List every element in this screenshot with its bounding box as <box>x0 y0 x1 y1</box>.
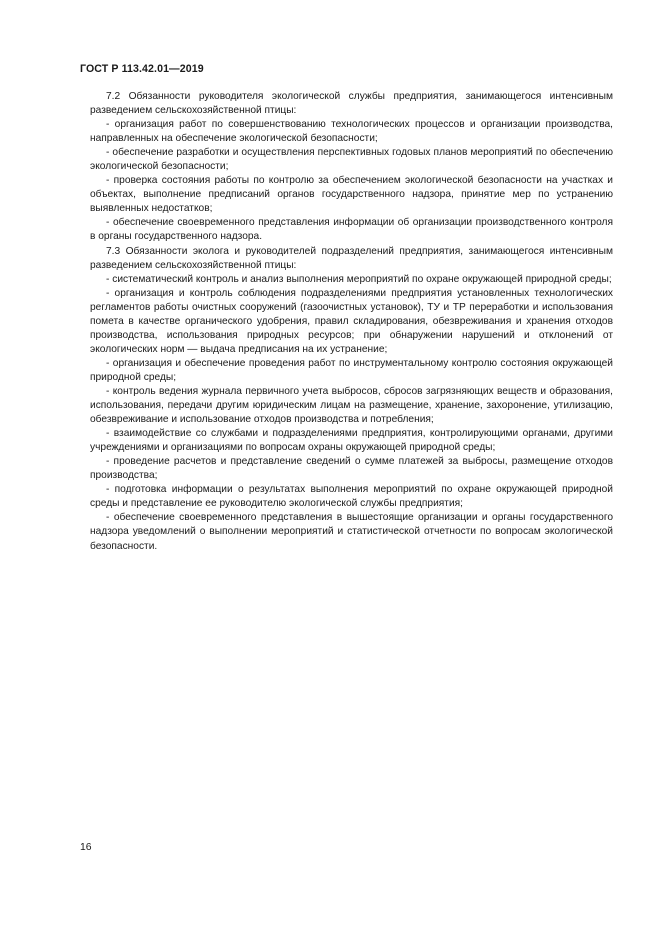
document-body <box>90 90 613 554</box>
list-item: - организация работ по совершенствованию технологических процессов и организации производства, направленных на обеспечение экологической безопасности; <box>90 119 613 145</box>
list-item: - проведение расчетов и представление сведений о сумме платежей за выбросы, размещение отходов производства; <box>90 456 613 482</box>
list-item: - организация и обеспечение проведения работ по инструментальному контролю состояния окружающей природной среды; <box>90 357 613 383</box>
list-item: - проверка состояния работы по контролю за обеспечением экологической безопасности на участках и объектах, выполнение предписаний органов государственного надзора, принятие мер по устранению выявленных недостатков; <box>90 175 613 215</box>
list-item: - организация и контроль соблюдения подразделениями предприятия установленных технологических регламентов работы очистных сооружений (газоочистных установок), ТУ и ТР переработки и использования помета в качестве органического удобрения, правил складирования, обезвреживания и хранения отходов производства, использования природных ресурсов; при обнаружении нарушений и отклонений от экологических норм — выдача предписания на их устранение; <box>90 287 613 355</box>
list-item: - подготовка информации о результатах выполнения мероприятий по охране окружающей природной среды и представление ее руководителю экологической службы предприятия; <box>90 484 613 510</box>
document-header: ГОСТ Р 113.42.01—2019 <box>80 63 204 75</box>
page-number: 16 <box>80 842 92 853</box>
list-item: - систематический контроль и анализ выполнения мероприятий по охране окружающей природной среды; <box>106 273 612 285</box>
paragraph-7-3-intro: 7.3 Обязанности эколога и руководителей подразделений предприятия, занимающегося интенсивным разведением сельскохозяйственной птицы: <box>90 245 613 271</box>
list-item: - контроль ведения журнала первичного учета выбросов, сбросов загрязняющих веществ и образования, использования, передачи другим юридическим лицам на размещение, хранение, захоронение, утилизацию, обезвреживание и использование отходов производства и потребления; <box>90 385 613 426</box>
list-item: - обеспечение своевременного представления информации об организации производственного контроля в органы государственного надзора. <box>90 217 613 243</box>
list-item: - обеспечение своевременного представления в вышестоящие организации и органы государственного надзора уведомлений о выполнении мероприятий и статистической отчетности по вопросам экологической безопасности. <box>90 512 613 552</box>
paragraph-7-2-intro: 7.2 Обязанности руководителя экологической службы предприятия, занимающегося интенсивным разведением сельскохозяйственной птицы: <box>90 91 613 117</box>
list-item: - взаимодействие со службами и подразделениями предприятия, контролирующими органами, другими учреждениями и организациями по вопросам охраны окружающей природной среды; <box>90 428 613 454</box>
list-item: - обеспечение разработки и осуществления перспективных годовых планов мероприятий по обеспечению экологической безопасности; <box>90 147 613 173</box>
